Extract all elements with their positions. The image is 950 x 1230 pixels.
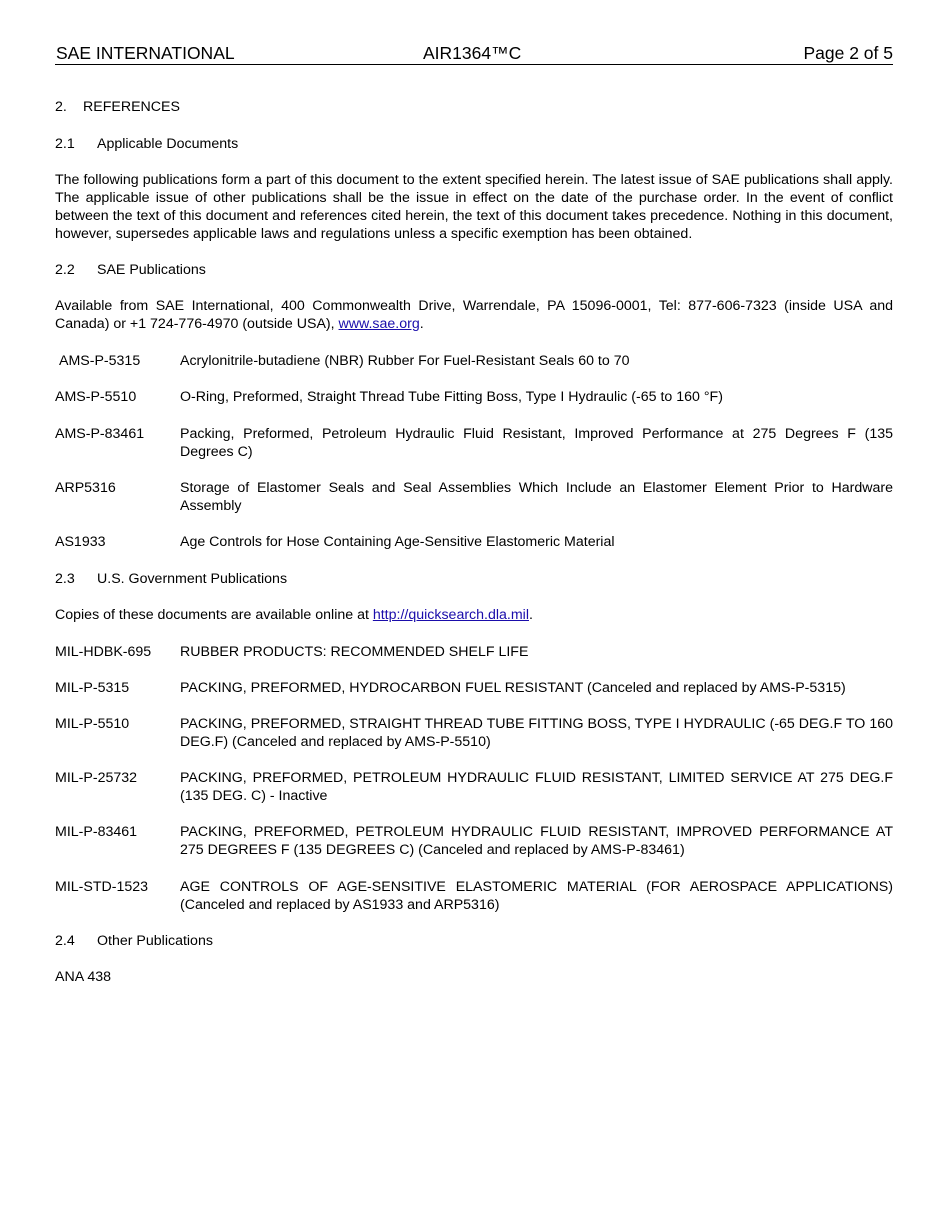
- reference-item: [55, 479, 893, 515]
- reference-code: AS1933: [55, 534, 106, 550]
- reference-item: [55, 388, 893, 406]
- reference-code: MIL-HDBK-695: [55, 644, 152, 660]
- reference-item: [55, 769, 893, 805]
- header-org: SAE INTERNATIONAL: [56, 43, 235, 63]
- subsection-number: 2.2: [55, 262, 75, 278]
- reference-item: [55, 715, 893, 751]
- reference-title: Acrylonitrile-butadiene (NBR) Rubber For Fuel-Resistant Seals 60 to 70: [180, 353, 630, 369]
- reference-code: MIL-P-25732: [55, 770, 138, 786]
- applicable-documents-paragraph: The following publications form a part of this document to the extent specified herein. The latest issue of SAE publications shall apply. The applicable issue of other publications shall be the issue in effect on the date of the purchase order. In the event of conflict between the text of this document and references cited herein, the text of this document takes precedence. Nothing in this document, however, supersedes applicable laws and regulations unless a specific exemption has been obtained.: [55, 172, 893, 242]
- subsection-title: Applicable Documents: [97, 136, 239, 152]
- reference-item: [55, 425, 893, 461]
- subsection-heading-applicable-documents: [55, 135, 893, 153]
- reference-item: [55, 352, 893, 370]
- reference-code: MIL-P-83461: [55, 824, 138, 840]
- subsection-number: 2.4: [55, 933, 75, 949]
- reference-code: AMS-P-83461: [55, 426, 145, 442]
- reference-title: Storage of Elastomer Seals and Seal Assemblies Which Include an Elastomer Element Prior to Hardware Assembly: [180, 480, 893, 514]
- reference-title: PACKING, PREFORMED, HYDROCARBON FUEL RESISTANT (Canceled and replaced by AMS-P-5315): [180, 680, 846, 696]
- reference-code: MIL-P-5510: [55, 716, 130, 732]
- reference-title: PACKING, PREFORMED, PETROLEUM HYDRAULIC FLUID RESISTANT, LIMITED SERVICE AT 275 DEG.F (135 DEG. C) - Inactive: [180, 770, 893, 804]
- reference-item: [55, 823, 893, 859]
- reference-title: AGE CONTROLS OF AGE-SENSITIVE ELASTOMERIC MATERIAL (FOR AEROSPACE APPLICATIONS) (Canceled and replaced by AS1933 and ARP5316): [180, 879, 893, 913]
- section-number: 2.: [55, 99, 67, 115]
- reference-code: MIL-P-5315: [55, 680, 130, 696]
- sae-availability-text: Available from SAE International, 400 Commonwealth Drive, Warrendale, PA 15096-0001, Tel: 877-606-7323 (inside USA and Canada) or +1 724-776-4970 (outside USA),: [55, 298, 893, 332]
- subsection-title: Other Publications: [97, 933, 213, 949]
- reference-item: [55, 679, 893, 697]
- subsection-title: U.S. Government Publications: [97, 571, 288, 587]
- page-header: [55, 42, 893, 65]
- header-doc-id: AIR1364™C: [423, 43, 522, 63]
- section-heading-references: [55, 98, 893, 116]
- sae-website-link[interactable]: www.sae.org: [338, 316, 420, 332]
- reference-title: PACKING, PREFORMED, STRAIGHT THREAD TUBE FITTING BOSS, TYPE I HYDRAULIC (-65 DEG.F TO 160 DEG.F) (Canceled and replaced by AMS-P-5510): [180, 716, 893, 750]
- document-page: [55, 42, 893, 986]
- reference-title: Age Controls for Hose Containing Age-Sensitive Elastomeric Material: [180, 534, 615, 550]
- subsection-heading-other-publications: [55, 932, 893, 950]
- reference-item: [55, 643, 893, 661]
- sae-availability-paragraph: [55, 297, 893, 333]
- sae-availability-end: .: [419, 316, 424, 332]
- section-title: REFERENCES: [83, 99, 180, 115]
- subsection-heading-us-government-publications: [55, 570, 893, 588]
- subsection-heading-sae-publications: [55, 261, 893, 279]
- reference-code: AMS-P-5510: [55, 389, 137, 405]
- subsection-title: SAE Publications: [97, 262, 206, 278]
- reference-title: RUBBER PRODUCTS: RECOMMENDED SHELF LIFE: [180, 644, 529, 660]
- subsection-number: 2.3: [55, 571, 75, 587]
- government-availability-paragraph: [55, 606, 893, 624]
- quicksearch-link[interactable]: http://quicksearch.dla.mil: [372, 607, 529, 623]
- reference-title: PACKING, PREFORMED, PETROLEUM HYDRAULIC FLUID RESISTANT, IMPROVED PERFORMANCE AT 275 DEGREES F (135 DEGREES C) (Canceled and replaced by AMS-P-83461): [180, 824, 893, 858]
- government-availability-end: .: [528, 607, 533, 623]
- reference-code: AMS-P-5315: [59, 353, 141, 369]
- subsection-number: 2.1: [55, 136, 75, 152]
- reference-title: O-Ring, Preformed, Straight Thread Tube Fitting Boss, Type I Hydraulic (-65 to 160 °F): [180, 389, 723, 405]
- government-availability-text: Copies of these documents are available online at: [55, 607, 373, 623]
- reference-title: Packing, Preformed, Petroleum Hydraulic Fluid Resistant, Improved Performance at 275 Degrees F (135 Degrees C): [180, 426, 893, 460]
- sae-reference-list: [55, 352, 893, 551]
- reference-code: MIL-STD-1523: [55, 879, 149, 895]
- government-reference-list: [55, 643, 893, 914]
- reference-code: ARP5316: [55, 480, 116, 496]
- reference-item: [55, 878, 893, 914]
- header-page-number: Page 2 of 5: [803, 43, 893, 63]
- reference-item: [55, 533, 893, 551]
- other-publications-entry: ANA 438: [55, 969, 112, 985]
